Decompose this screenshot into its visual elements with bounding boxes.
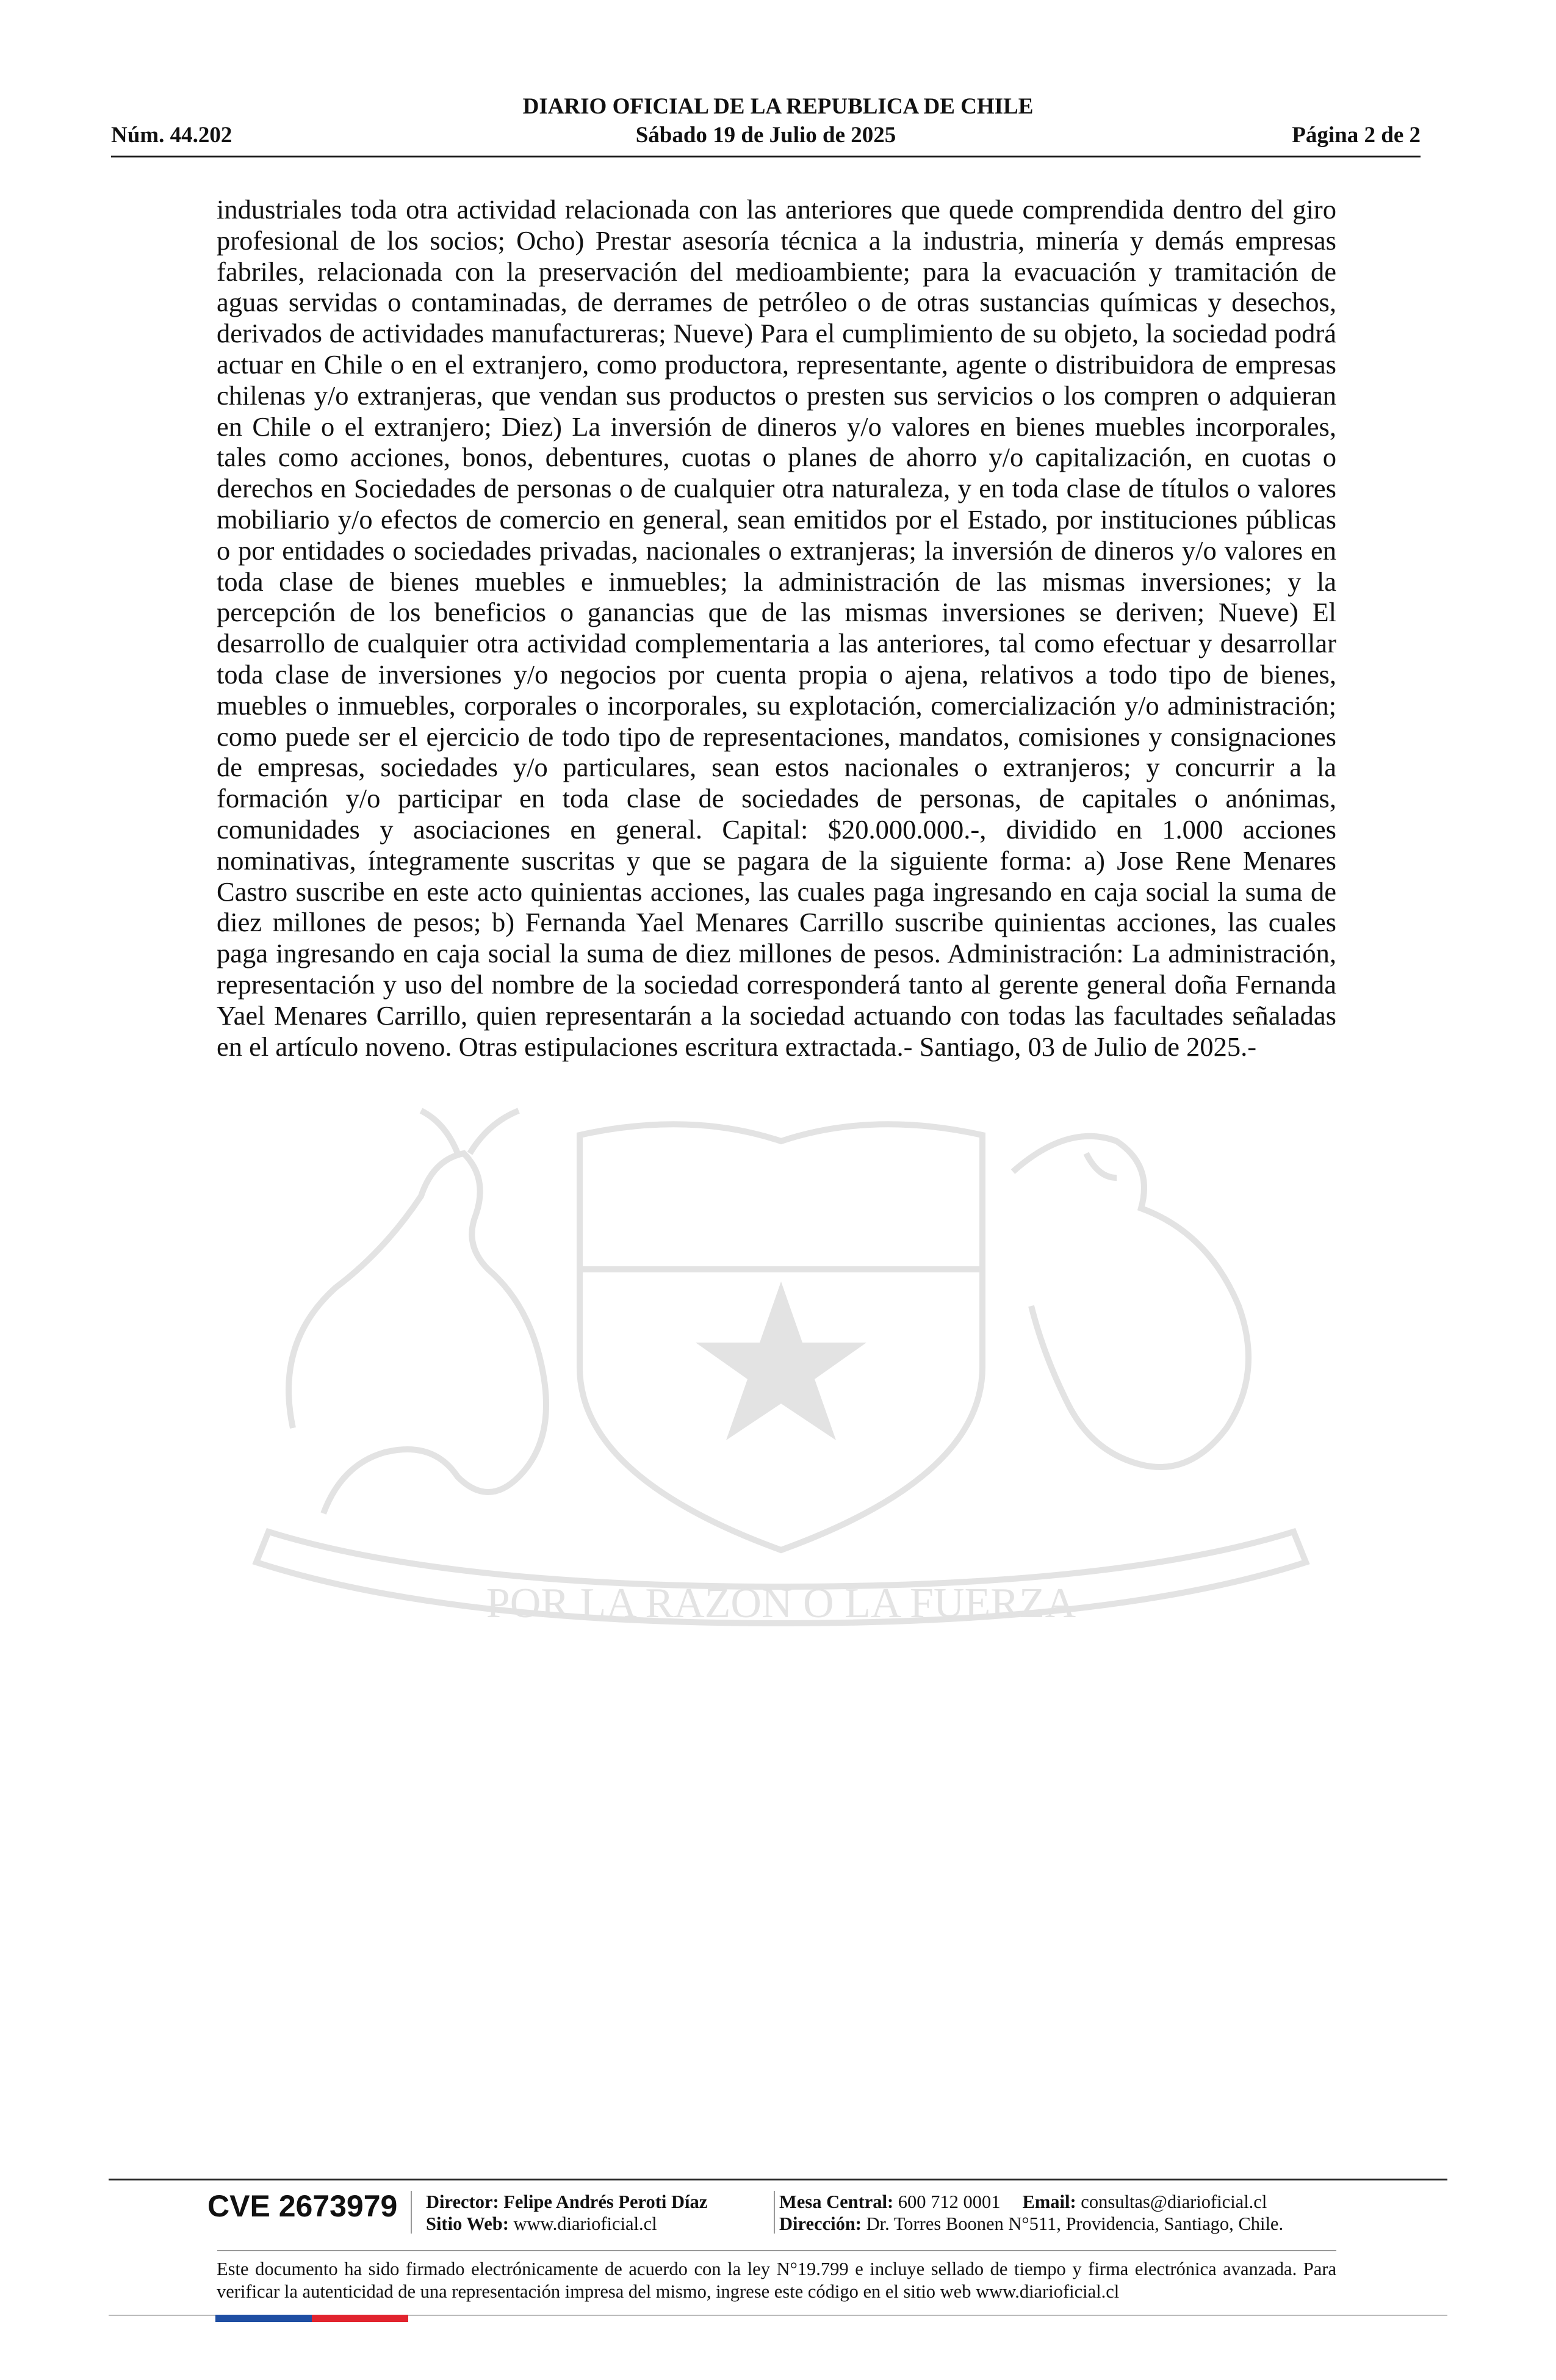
flag-red-segment (312, 2315, 408, 2322)
director-label: Director: (426, 2191, 499, 2212)
website-label: Sitio Web: (426, 2213, 509, 2234)
footer-separator (774, 2191, 775, 2234)
footer-separator (411, 2191, 412, 2234)
issue-date: Sábado 19 de Julio de 2025 (635, 123, 896, 148)
address-text: Dr. Torres Boonen N°511, Providencia, Santiago, Chile. (866, 2213, 1284, 2234)
footer-divider-middle (217, 2250, 1336, 2251)
central-phone: 600 712 0001 (898, 2191, 1001, 2212)
central-label: Mesa Central: (779, 2191, 894, 2212)
legal-notice: Este documento ha sido firmado electrónicamente de acuerdo con la ley N°19.799 e incluye sellado de tiempo y firma electrónica avanzada. Para verificar la autenticidad de una representación impresa del mismo, ingrese este código en el sitio web www.diarioficial.cl (217, 2259, 1336, 2302)
coat-of-arms-watermark-icon (201, 1086, 1361, 1672)
flag-blue-segment (215, 2315, 312, 2322)
flag-color-bar (215, 2315, 408, 2322)
email-label: Email: (1022, 2191, 1076, 2212)
cve-code: CVE 2673979 (207, 2189, 398, 2223)
address-label: Dirección: (779, 2213, 862, 2234)
issue-number: Núm. 44.202 (111, 123, 232, 148)
watermark-motto: POR LA RAZON O LA FUERZA (486, 1580, 1076, 1627)
header-divider (111, 156, 1421, 157)
director-name: Felipe Andrés Peroti Díaz (503, 2191, 708, 2212)
website-link[interactable]: www.diarioficial.cl (513, 2213, 657, 2234)
extract-body-text: industriales toda otra actividad relacionada con las anteriores que quede comprendida dentro del giro profesional de los socios; Ocho) Prestar asesoría técnica a la industria, minería y demás empresas fabriles, relacionada con la preservación del medioambiente; para la evacuación y tramitación de aguas servidas o contaminadas, de derrames de petróleo o de otras sustancias químicas y desechos, derivados de actividades manufactureras; Nueve) Para el cumplimiento de su objeto, la sociedad podrá actuar en Chile o en el extranjero, como productora, representante, agente o distribuidora de empresas chilenas y/o extranjeras, que vendan sus productos o presten sus servicios o los compren o adquieran en Chile o el extranjero; Diez) La inversión de dineros y/o valores en bienes muebles incorporales, tales como acciones, bonos, debentures, cuotas o planes de ahorro y/o capitalización, en cuotas o derechos en Sociedades de personas o de cualquier otra naturaleza, y en toda clase de títulos o valores mobiliario y/o efectos de comercio en general, sean emitidos por el Estado, por instituciones públicas o por entidades o sociedades privadas, nacionales o extranjeras; la inversión de dineros y/o valores en toda clase de bienes muebles e inmuebles; la administración de las mismas inversiones; y la percepción de los beneficios o ganancias que de las mismas inversiones se deriven; Nueve) El desarrollo de cualquier otra actividad complementaria a las anteriores, tal como efectuar y desarrollar toda clase de inversiones y/o negocios por cuenta propia o ajena, relativos a todo tipo de bienes, muebles o inmuebles, corporales o incorporales, su explotación, comercialización y/o administración; como puede ser el ejercicio de todo tipo de representaciones, mandatos, comisiones y consignaciones de empresas, sociedades y/o particulares, sean estos nacionales o extranjeros; y concurrir a la formación y/o participar en toda clase de sociedades de personas, de capitales o anónimas, comunidades y asociaciones en general. Capital: $20.000.000.-, dividido en 1.000 acciones nominativas, íntegramente suscritas y que se pagara de la siguiente forma: a) Jose Rene Menares Castro suscribe en este acto quinientas acciones, las cuales paga ingresando en caja social la suma de diez millones de pesos; b) Fernanda Yael Menares Carrillo suscribe quinientas acciones, las cuales paga ingresando en caja social la suma de diez millones de pesos. Administración: La administración, representación y uso del nombre de la sociedad corresponderá tanto al gerente general doña Fernanda Yael Menares Carrillo, quien representarán a la sociedad actuando con todas las facultades señaladas en el artículo noveno. Otras estipulaciones escritura extractada.- Santiago, 03 de Julio de 2025.- (217, 194, 1336, 1062)
footer-director-block (426, 2191, 707, 2235)
email-link[interactable]: consultas@diarioficial.cl (1081, 2191, 1267, 2212)
footer-contact-block (779, 2191, 1283, 2235)
newspaper-title: DIARIO OFICIAL DE LA REPUBLICA DE CHILE (522, 94, 1034, 119)
footer-divider-top (109, 2179, 1447, 2180)
page-indicator: Página 2 de 2 (1292, 123, 1421, 148)
